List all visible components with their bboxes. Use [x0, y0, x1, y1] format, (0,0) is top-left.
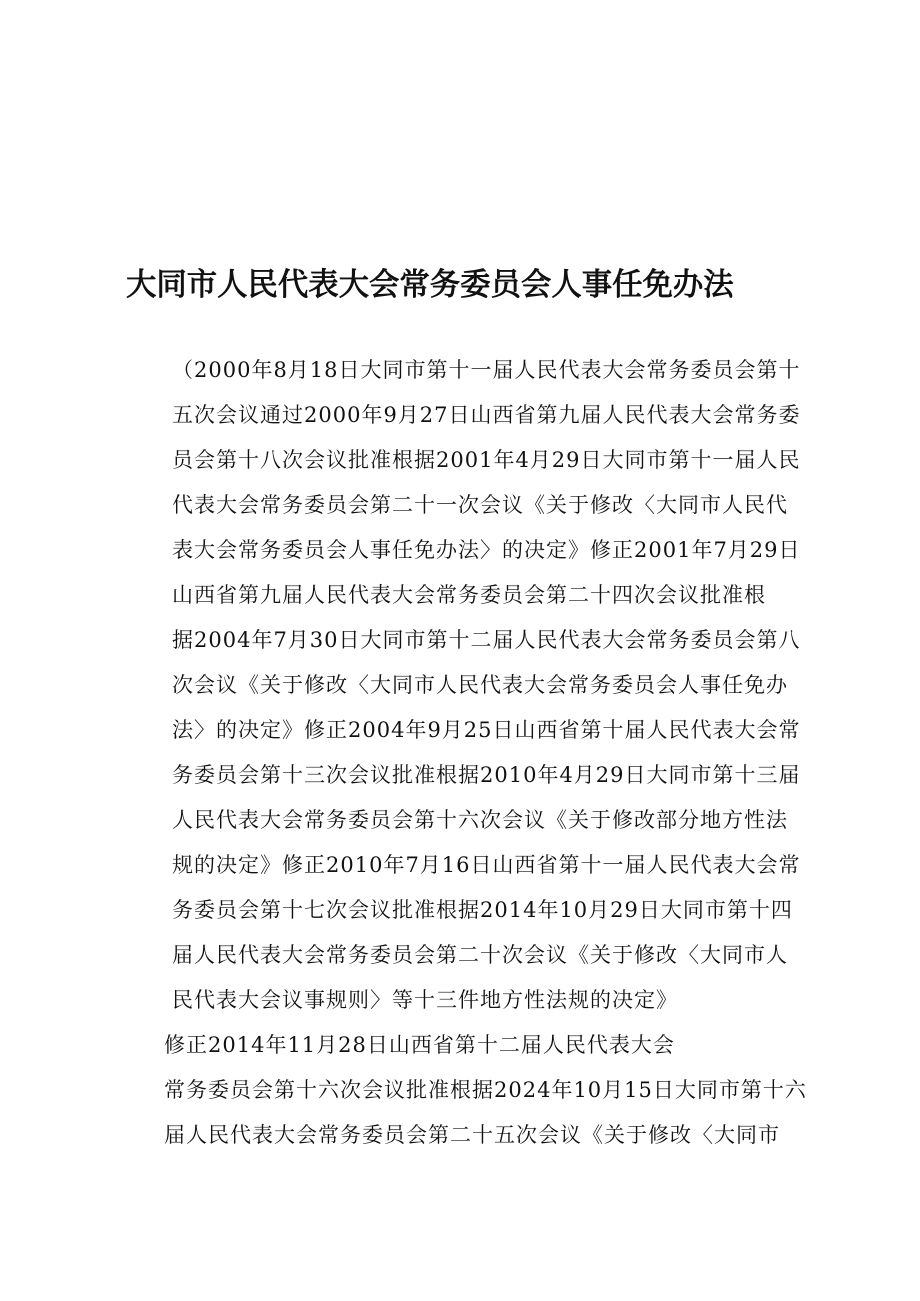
preamble-line: 法〉的决定》修正2004年9月25日山西省第十届人民代表大会常: [172, 718, 801, 742]
preamble-line: 规的决定》修正2010年7月16日山西省第十一届人民代表大会常: [172, 853, 801, 877]
preamble-line: 务委员会第十七次会议批准根据2014年10月29日大同市第十四: [172, 898, 793, 922]
preamble-line: 常务委员会第十六次会议批准根据2024年10月15日大同市第十六: [164, 1078, 807, 1102]
preamble-line: 修正2014年11月28日山西省第十二届人民代表大会: [164, 1033, 675, 1057]
preamble-line: 届人民代表大会常务委员会第二十五次会议《关于修改〈大同市: [164, 1123, 780, 1147]
preamble-line: 代表大会常务委员会第二十一次会议《关于修改〈大同市人民代: [172, 493, 788, 517]
preamble-line: 山西省第九届人民代表大会常务委员会第二十四次会议批准根: [172, 583, 766, 607]
preamble-line: （2000年8月18日大同市第十一届人民代表大会常务委员会第十: [172, 358, 801, 382]
preamble-line: 民代表大会议事规则〉等十三件地方性法规的决定》: [172, 988, 678, 1012]
preamble-line: 表大会常务委员会人事任免办法〉的决定》修正2001年7月29日: [172, 538, 801, 562]
document-title: 大同市人民代表大会常务委员会人事任免办法: [126, 267, 734, 303]
preamble-line: 人民代表大会常务委员会第十六次会议《关于修改部分地方性法: [172, 808, 788, 832]
preamble-line: 员会第十八次会议批准根据2001年4月29日大同市第十一届人民: [172, 448, 801, 472]
preamble-line: 届人民代表大会常务委员会第二十次会议《关于修改〈大同市人: [172, 943, 788, 967]
preamble-line: 次会议《关于修改〈大同市人民代表大会常务委员会人事任免办: [172, 673, 788, 697]
preamble-line: 务委员会第十三次会议批准根据2010年4月29日大同市第十三届: [172, 763, 801, 787]
preamble-line: 据2004年7月30日大同市第十二届人民代表大会常务委员会第八: [172, 628, 801, 652]
preamble-line: 五次会议通过2000年9月27日山西省第九届人民代表大会常务委: [172, 403, 801, 427]
